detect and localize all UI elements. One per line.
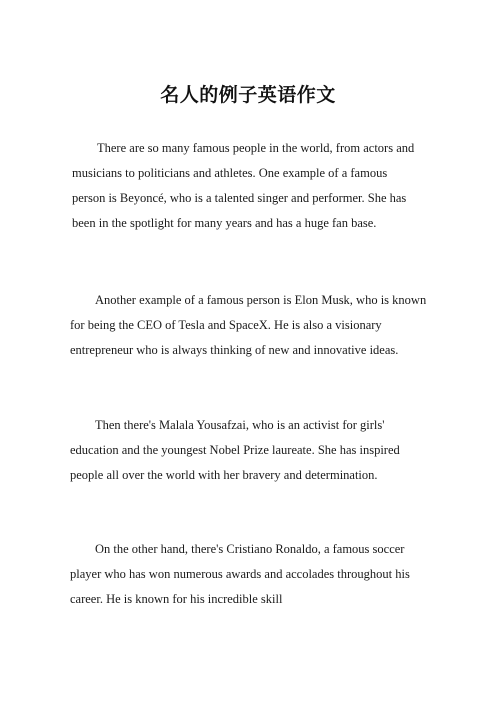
- paragraph-beyonce: There are so many famous people in the world, from actors and musicians to politicians and athletes. One example of a famous person is Beyoncé, who is a talented singer and performer. She has been in the spotlight for many years and has a huge fan base.: [72, 141, 415, 230]
- paragraph-malala: Then there's Malala Yousafzai, who is an activist for girls' education and the youngest Nobel Prize laureate. She has inspired people all over the world with her bravery and determination.: [70, 418, 400, 482]
- document-title: 名人的例子英语作文: [160, 84, 336, 106]
- paragraph-elon-musk: Another example of a famous person is Elon Musk, who is known for being the CEO of Tesla and SpaceX. He is also a visionary entrepreneur who is always thinking of new and innovative ideas.: [70, 293, 427, 357]
- paragraph-ronaldo: On the other hand, there's Cristiano Ronaldo, a famous soccer player who has won numerous awards and accolades throughout his career. He is known for his incredible skill: [70, 542, 410, 606]
